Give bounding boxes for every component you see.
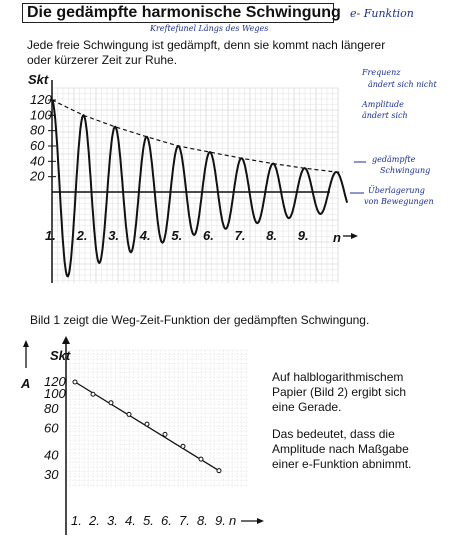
figure-1-x-tick: 6. [203,228,214,243]
figure-1-y-unit: Skt [28,72,49,87]
figure-2-x-tick: 6. [161,513,172,528]
note-freq-1: Frequenz [362,68,401,77]
figure-2-y-tick: 80 [44,401,59,417]
figure-2-point [163,432,167,436]
page-title: Die gedämpfte harmonische Schwingung [27,4,341,21]
note-ged-2: Schwingung [380,166,431,175]
figure-1-y-tick: 60 [30,138,45,153]
handwritten-note-sub: Kreftefunel Längs des Weges [150,24,269,33]
figure-2-point [109,401,113,405]
figure-1-x-tick: 3. [108,228,120,243]
side-text [272,370,442,472]
note-ueb-2: von Bewegungen [364,197,434,206]
figure-1-x-tick: 9. [297,228,309,243]
side-p1-line2: Papier (Bild 2) ergibt sich [272,385,407,399]
intro-line-1: Jede freie Schwingung ist gedämpft, denn sie kommt nach längerer [27,38,386,52]
figure-2-point [217,469,221,473]
handwritten-note-title: e- Funktion [350,7,414,20]
figure-1-x-tick: 4. [139,228,151,243]
note-ged-1: gedämpfte [372,155,416,164]
figure-2-x-tick: 7. [179,513,190,528]
figure-2-side-arrow-head [23,340,29,347]
intro-line-2: oder kürzerer Zeit zur Ruhe. [27,53,178,67]
note-freq-2: ändert sich nicht [368,80,437,89]
figure-1-x-tick: 5. [171,228,183,243]
figure-2-x-tick: 4. [125,513,136,528]
side-p1-line3: eine Gerade. [272,400,342,414]
figure-1-y-tick: 80 [30,122,45,138]
figure-1-x-label: n [333,230,341,245]
figure-2-x-label: n [229,513,237,528]
figure-2-axis-letter: A [21,376,31,391]
figure-1-y-tick: 40 [30,153,45,169]
note-ueb-1: Überlagerung [368,186,425,195]
figure-2-y-unit: Skt [50,348,71,363]
figure-1-y-tick: 20 [30,168,45,184]
figure-2-y-tick: 120 [44,374,66,389]
note-amp-1: Amplitude [362,100,404,109]
figure-1-x-tick: 1. [45,228,56,243]
figure-2-x-tick: 1. [71,513,82,528]
figure-1-caption: Bild 1 zeigt die Weg-Zeit-Funktion der gedämpften Schwingung. [30,313,370,327]
figure-2-x-tick: 9. [215,513,226,528]
side-p2-line3: einer e-Funktion abnimmt. [272,457,412,471]
figure-2-y-tick: 30 [44,467,59,482]
figure-2-x-tick: 5. [143,513,154,528]
figure-1-y-tick: 120 [30,92,52,107]
figure-2-y-tick: 60 [44,420,59,436]
side-p2-line2: Amplitude nach Maßgabe [272,442,409,456]
figure-1-x-tick: 7. [234,228,246,243]
note-amp-2: ändert sich [362,111,408,120]
figure-2-point [145,422,149,426]
figure-1-x-tick: 8. [266,228,278,243]
figure-2-point [181,444,185,448]
figure-1-y-tick: 100 [30,107,52,123]
figure-2-grid [66,350,248,488]
figure-2-x-tick: 8. [197,513,208,528]
figure-2-point [91,392,95,396]
figure-2-point [199,457,203,461]
figure-2-y-tick: 100 [44,386,66,402]
figure-2-x-arrow-head [257,518,264,524]
figure-2-y-ticks [44,374,66,482]
figure-2-y-tick: 40 [44,447,59,463]
figure-2-point [127,412,131,416]
figure-2-x-tick: 3. [107,513,118,528]
figure-1-x-tick: 2. [76,228,88,243]
figure-2-x-tick: 2. [89,513,100,528]
figure-2-x-ticks [71,513,226,528]
side-p1-line1: Auf halblogarithmischem [272,370,404,384]
figure-2-point [73,380,77,384]
figure-2-y-arrow [62,336,70,344]
side-p2-line1: Das bedeutet, dass die [272,427,395,441]
